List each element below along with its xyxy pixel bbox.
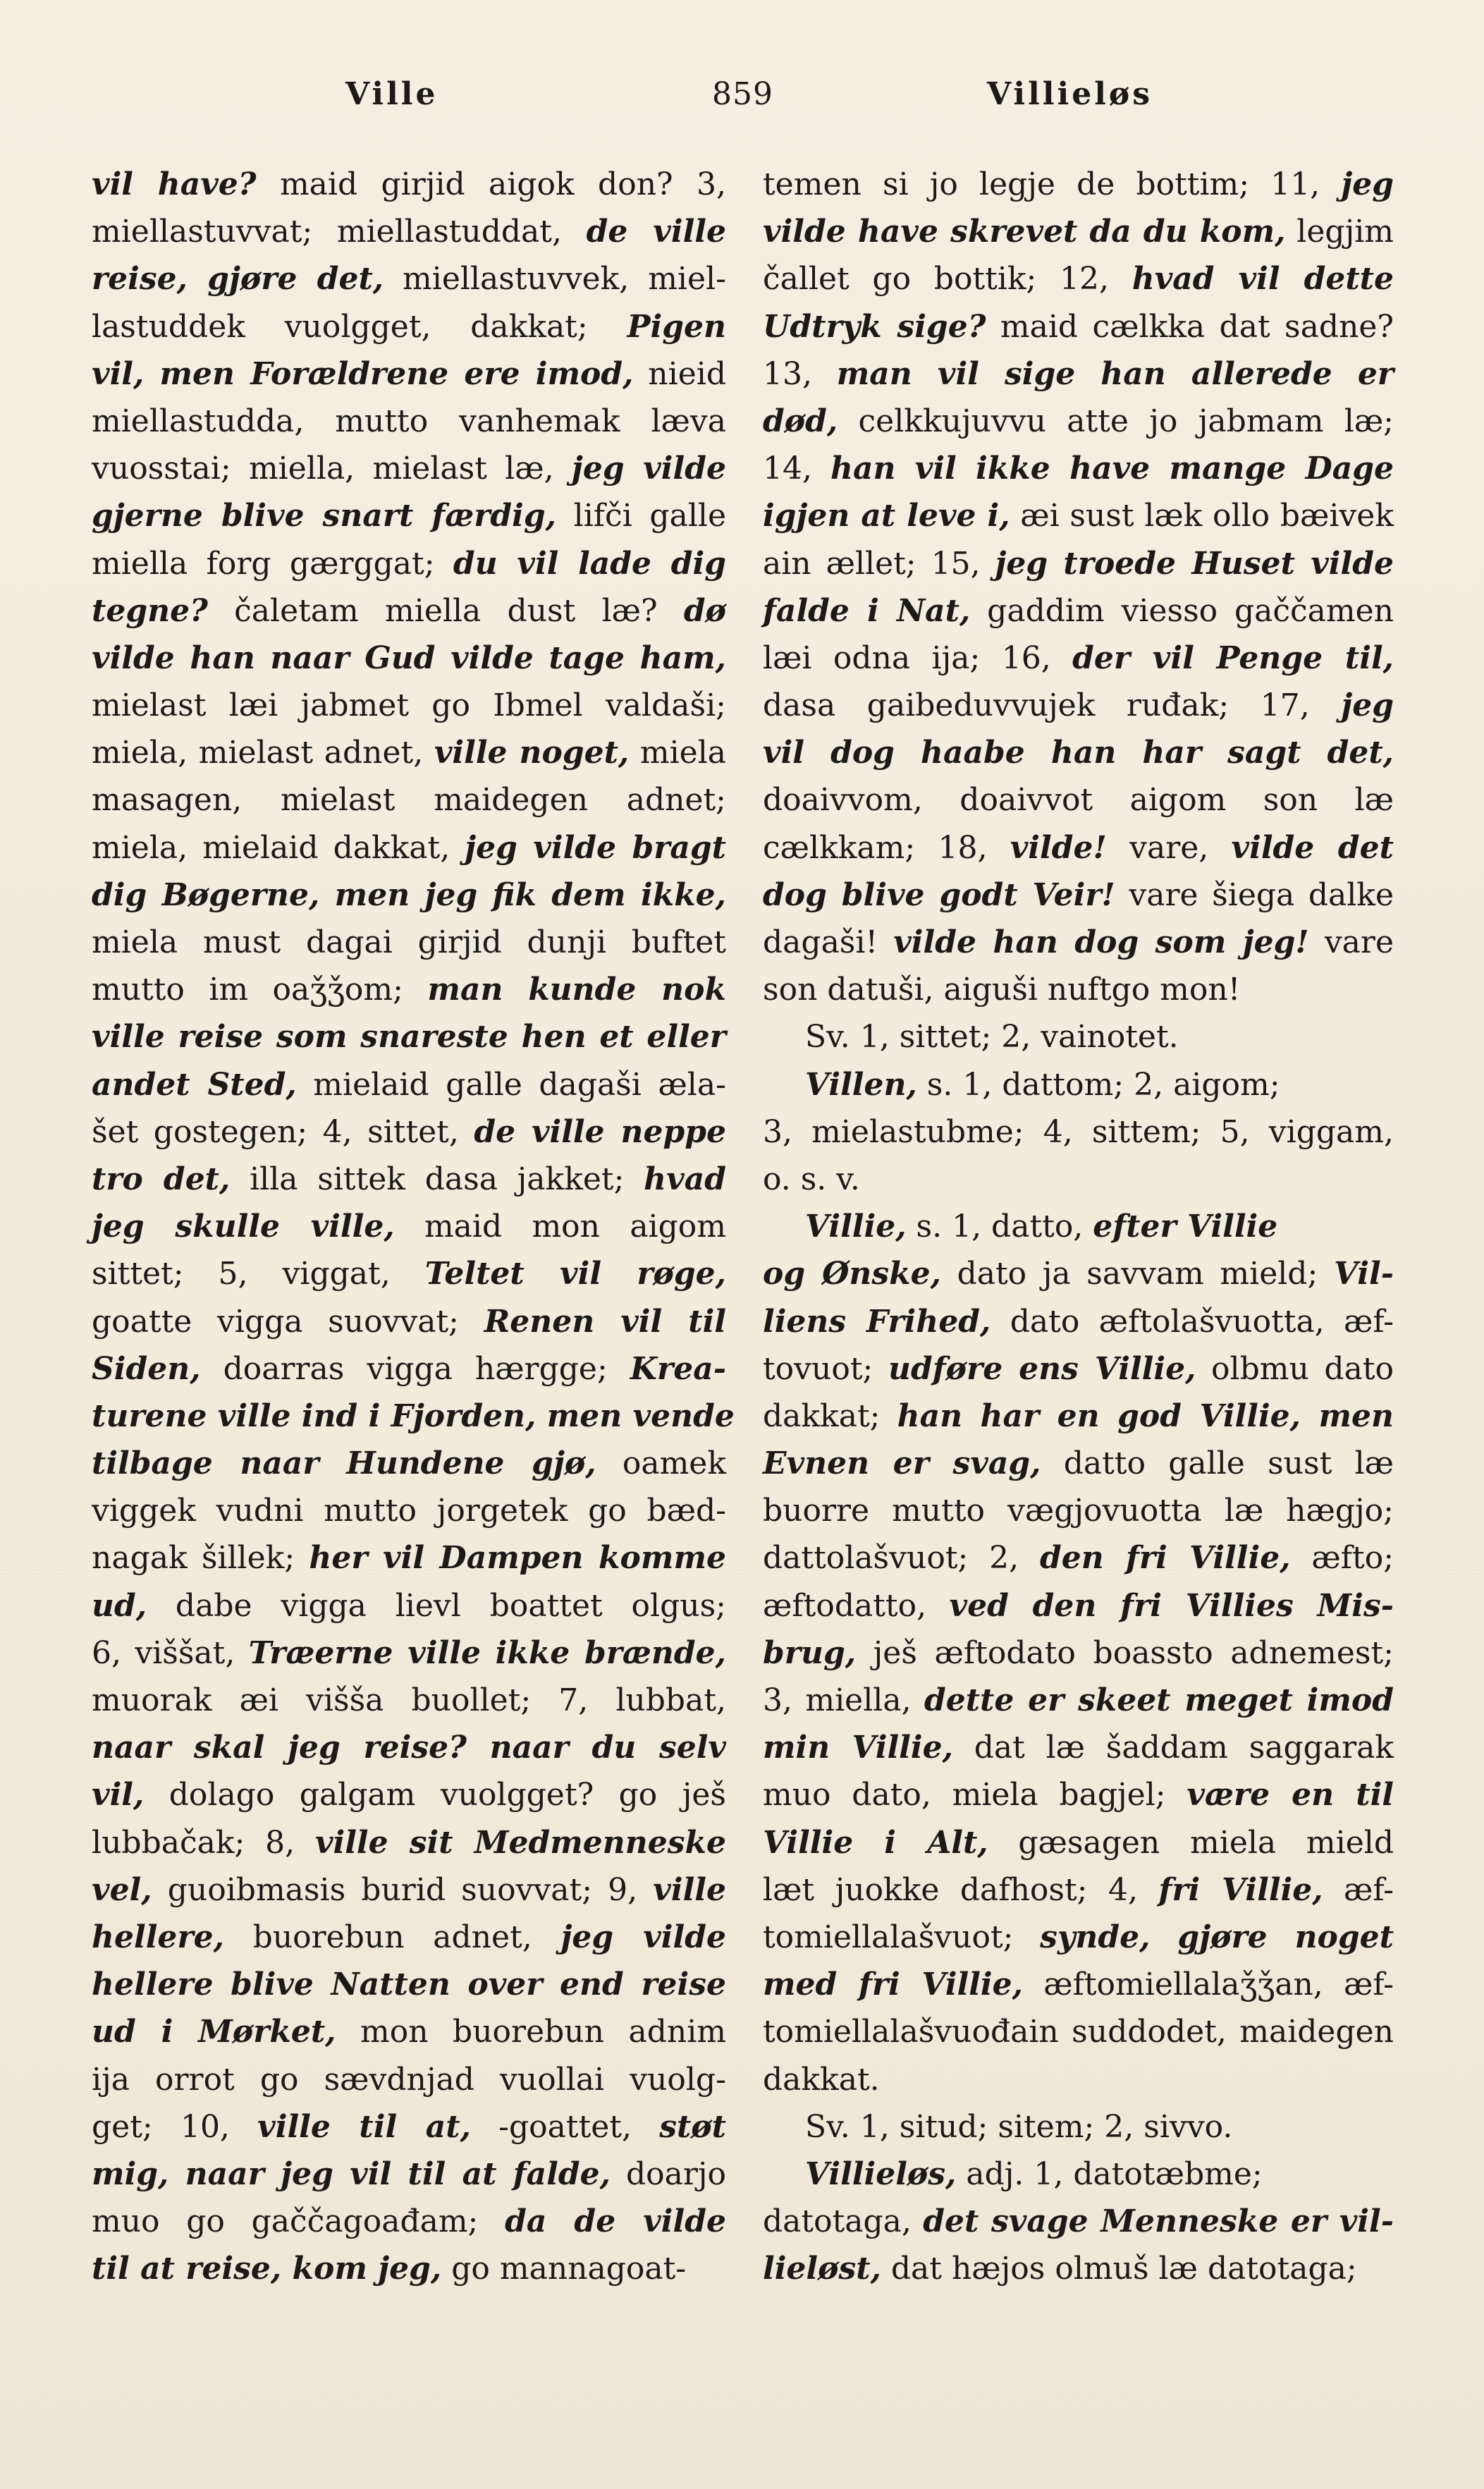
italic-phrase: Udtryk sige? xyxy=(763,308,986,345)
italic-phrase: han har en god Villie, men xyxy=(897,1398,1394,1434)
text-line xyxy=(763,919,1394,966)
text-run: nieid xyxy=(633,355,726,392)
text-run: maid girjid aigok don? 3, xyxy=(256,166,727,202)
text-line xyxy=(763,1250,1394,1297)
italic-phrase: dette er skeet meget imod xyxy=(924,1682,1394,1718)
text-line xyxy=(92,492,726,539)
text-run: dakkat. xyxy=(763,2061,880,2098)
text-run: læt juokke dafhost; 4, xyxy=(763,1871,1159,1908)
text-line xyxy=(92,682,726,729)
running-header xyxy=(92,76,1403,118)
text-line xyxy=(92,255,726,302)
text-run: gæsagen miela mield xyxy=(988,1824,1394,1861)
text-run: doarras vigga hærgge; xyxy=(200,1350,630,1387)
italic-phrase: den fri Villie, xyxy=(1040,1540,1291,1577)
text-line xyxy=(763,2198,1394,2245)
italic-phrase: ved den fri Villies Mis- xyxy=(949,1587,1394,1624)
italic-phrase: dig Bøgerne, men jeg fik dem ikke, xyxy=(92,876,726,913)
text-run: dato ja savvam mield; xyxy=(940,1256,1334,1292)
text-line xyxy=(92,1393,735,1440)
text-line xyxy=(92,1771,726,1818)
text-line xyxy=(92,966,726,1013)
text-run: datotaga, xyxy=(763,2203,924,2240)
text-run: goatte vigga suovvat; xyxy=(92,1303,484,1340)
italic-phrase: Pigen xyxy=(627,308,726,345)
italic-phrase: dog blive godt Veir! xyxy=(763,876,1115,913)
text-line xyxy=(92,2151,726,2198)
italic-phrase: vil dog haabe han har sagt det, xyxy=(763,735,1394,771)
text-line xyxy=(92,1961,726,2008)
italic-phrase: med fri Villie, xyxy=(763,1967,1023,2003)
italic-phrase: da de vilde xyxy=(505,2203,726,2240)
text-line xyxy=(92,824,726,872)
text-line xyxy=(763,1724,1394,1771)
text-line xyxy=(92,919,726,966)
text-line xyxy=(92,1061,726,1108)
italic-phrase: han vil ikke have mange Dage xyxy=(830,451,1394,487)
italic-phrase: Evnen er svag, xyxy=(763,1445,1041,1482)
italic-phrase: Renen vil til xyxy=(484,1303,726,1340)
text-run: 14, xyxy=(763,451,830,487)
text-line xyxy=(92,1156,726,1203)
text-run: muo dato, miela bagjel; xyxy=(763,1777,1187,1814)
text-run: læi odna ija; 16, xyxy=(763,640,1073,676)
text-line xyxy=(763,682,1394,729)
text-run: doaivvom, doaivvot aigom son læ xyxy=(763,782,1394,819)
text-line xyxy=(763,587,1394,635)
left-text-column xyxy=(92,161,735,2292)
text-run: get; 10, xyxy=(92,2108,258,2145)
italic-phrase: turene ville ind i Fjorden, men vende xyxy=(92,1398,735,1434)
text-line xyxy=(92,303,726,350)
text-line xyxy=(763,1582,1394,1629)
text-run: čallet go bottik; 12, xyxy=(763,261,1132,298)
text-line xyxy=(763,1156,1394,1203)
italic-phrase: jeg troede Huset vilde xyxy=(995,545,1394,582)
text-line xyxy=(92,1013,726,1060)
italic-phrase: vilde han dog som jeg! xyxy=(893,924,1309,960)
text-run: s. 1, datto, xyxy=(906,1209,1093,1245)
text-run: oamek xyxy=(596,1445,726,1482)
text-run: čaletam miella dust læ? xyxy=(207,592,684,629)
text-line xyxy=(763,255,1394,302)
italic-phrase: man vil sige han allerede er xyxy=(836,355,1394,392)
text-run: dato æftolašvuotta, æf- xyxy=(991,1303,1394,1340)
text-line xyxy=(763,824,1394,872)
italic-phrase: andet Sted, xyxy=(92,1066,297,1103)
text-run: æf- xyxy=(1323,1871,1394,1908)
italic-phrase: jeg vilde bragt xyxy=(465,829,726,866)
italic-phrase: Krea- xyxy=(630,1350,726,1387)
text-line xyxy=(92,587,726,635)
text-run: miellastudda, mutto vanhemak læva xyxy=(92,403,726,439)
text-run: dat læ šaddam saggarak xyxy=(952,1730,1394,1766)
italic-phrase: jeg xyxy=(1341,687,1394,724)
text-run: miela, mielast adnet, xyxy=(92,735,434,771)
text-line xyxy=(92,1298,726,1345)
text-line xyxy=(763,1440,1394,1487)
text-line xyxy=(92,1724,726,1771)
italic-phrase: Villie, xyxy=(805,1209,907,1245)
page-number: 859 xyxy=(712,76,773,112)
text-run: vare, xyxy=(1106,829,1232,866)
italic-phrase: vilde have skrevet da du kom, xyxy=(763,214,1286,250)
text-run: æftodatto, xyxy=(763,1587,950,1624)
text-run: maid mon aigom xyxy=(394,1209,726,1245)
text-run: Sv. 1, situd; sitem; 2, sivvo. xyxy=(805,2108,1233,2145)
text-line xyxy=(763,1771,1394,1818)
text-run: tomiellalašvuot; xyxy=(763,1919,1041,1955)
italic-phrase: vel, xyxy=(92,1871,152,1908)
text-run: 6, viššat, xyxy=(92,1634,249,1671)
italic-phrase: ville til at, xyxy=(257,2108,471,2145)
text-line xyxy=(763,1298,1394,1345)
text-run: dasa gaibeduvvujek ruđak; 17, xyxy=(763,687,1342,724)
italic-phrase: støt xyxy=(659,2108,726,2145)
text-line xyxy=(763,1961,1394,2008)
italic-phrase: ud, xyxy=(92,1587,147,1624)
text-line xyxy=(763,872,1394,919)
italic-phrase: tro det, xyxy=(92,1161,231,1197)
text-run: æfto; xyxy=(1290,1540,1394,1577)
text-run: sittet; 5, viggat, xyxy=(92,1256,425,1292)
text-run: dagaši! xyxy=(763,924,894,960)
italic-phrase: det svage Menneske er vil- xyxy=(923,2203,1394,2240)
text-run: go mannagoat- xyxy=(441,2251,687,2287)
italic-phrase: synde, gjøre noget xyxy=(1040,1919,1394,1955)
italic-phrase: vil, men Forældrene ere imod, xyxy=(92,355,634,392)
italic-phrase: ud i Mørket, xyxy=(92,2014,336,2050)
text-line xyxy=(92,776,726,824)
italic-phrase: jeg skulle ville, xyxy=(92,1209,395,1245)
text-run: 3, miella, xyxy=(763,1682,924,1718)
text-run: dattolašvuot; 2, xyxy=(763,1540,1041,1577)
text-run: temen si jo legje de bottim; 11, xyxy=(763,166,1342,202)
italic-phrase: vil have? xyxy=(92,166,257,202)
text-line xyxy=(763,1013,1394,1060)
text-line xyxy=(763,635,1394,682)
text-run: dolago galgam vuolgget? go ješ xyxy=(144,1777,726,1814)
text-run: muo go gaččagoađam; xyxy=(92,2203,505,2240)
text-run: miellastuvvat; miellastuddat, xyxy=(92,214,587,250)
text-run: muorak æi višša buollet; 7, lubbat, xyxy=(92,1682,726,1718)
text-line xyxy=(763,1061,1394,1108)
italic-phrase: hellere blive Natten over end reise xyxy=(92,1967,726,2003)
italic-phrase: være en til xyxy=(1186,1777,1394,1814)
italic-phrase: efter Villie xyxy=(1093,1209,1278,1245)
text-run: mon buorebun adnim xyxy=(336,2014,726,2050)
italic-phrase: de ville neppe xyxy=(474,1113,726,1150)
text-line xyxy=(763,1487,1394,1534)
text-line xyxy=(92,2245,726,2292)
text-run: legjim xyxy=(1285,214,1394,250)
text-line xyxy=(92,1534,726,1582)
italic-phrase: falde i Nat, xyxy=(763,592,971,629)
text-line xyxy=(92,1629,726,1677)
text-run: nagak šillek; xyxy=(92,1540,309,1577)
italic-phrase: vilde han naar Gud vilde tage ham, xyxy=(92,640,726,676)
italic-phrase: de ville xyxy=(586,214,726,250)
text-line xyxy=(763,776,1394,824)
text-run: lastuddek vuolgget, dakkat; xyxy=(92,308,627,345)
italic-phrase: til at reise, kom jeg, xyxy=(92,2251,442,2287)
text-run: 3, mielastubme; 4, sittem; 5, viggam, xyxy=(763,1113,1394,1150)
text-line xyxy=(92,2103,726,2151)
text-run: -goattet, xyxy=(470,2108,660,2145)
text-run: son datuši, aiguši nuftgo mon! xyxy=(763,972,1241,1008)
italic-phrase: dø xyxy=(683,592,726,629)
text-run: Sv. 1, sittet; 2, vainotet. xyxy=(805,1019,1179,1056)
text-line xyxy=(763,398,1394,445)
text-line xyxy=(763,2151,1394,2198)
text-run: mutto im oaǯǯom; xyxy=(92,972,428,1008)
text-run: dakkat; xyxy=(763,1398,897,1434)
text-run: cælkkam; 18, xyxy=(763,829,1010,866)
italic-phrase: ville reise som snareste hen et eller xyxy=(92,1019,726,1056)
text-line xyxy=(92,1345,726,1393)
italic-phrase: der vil Penge til, xyxy=(1072,640,1394,676)
text-run: miela xyxy=(629,735,727,771)
italic-phrase: hvad vil dette xyxy=(1132,261,1394,298)
text-run: vuosstai; miella, mielast læ, xyxy=(92,451,572,487)
italic-phrase: Villen, xyxy=(805,1066,917,1103)
text-line xyxy=(763,2103,1394,2151)
text-run: buorre mutto vægjovuotta læ hægjo; xyxy=(763,1493,1394,1529)
text-run: æi sust læk ollo bæivek xyxy=(1010,498,1394,534)
text-line xyxy=(92,540,726,587)
text-run: lubbačak; 8, xyxy=(92,1824,315,1861)
text-line xyxy=(763,729,1394,776)
text-run: o. s. v. xyxy=(763,1161,860,1197)
text-line xyxy=(763,161,1394,208)
text-run: miela, mielaid dakkat, xyxy=(92,829,465,866)
italic-phrase: naar skal jeg reise? naar du selv xyxy=(92,1730,726,1766)
text-line xyxy=(763,2056,1394,2103)
text-run: ješ æftodato boassto adnemest; xyxy=(856,1634,1394,1671)
text-line xyxy=(92,2008,726,2055)
text-run: miela must dagai girjid dunji buftet xyxy=(92,924,726,960)
text-line xyxy=(763,966,1394,1013)
text-line xyxy=(92,729,726,776)
text-run: æftomiellalaǯǯan, æf- xyxy=(1022,1967,1394,2003)
italic-phrase: Vil- xyxy=(1333,1256,1394,1292)
text-line xyxy=(92,1108,726,1156)
italic-phrase: udføre ens Villie, xyxy=(888,1350,1196,1387)
text-run: tomiellalašvuođain suddodet, maidegen xyxy=(763,2014,1394,2050)
right-text-column xyxy=(763,161,1394,2292)
text-run: illa sittek dasa jakket; xyxy=(230,1161,644,1197)
text-line xyxy=(92,1914,726,1961)
text-line xyxy=(92,2056,726,2103)
italic-phrase: og Ønske, xyxy=(763,1256,941,1292)
italic-phrase: mig, naar jeg vil til at falde, xyxy=(92,2155,611,2192)
italic-phrase: reise, gjøre det, xyxy=(92,261,384,298)
text-line xyxy=(763,1914,1394,1961)
italic-phrase: vilde! xyxy=(1010,829,1107,866)
italic-phrase: hvad xyxy=(644,1161,726,1197)
text-line xyxy=(92,635,726,682)
text-run: viggek vudni mutto jorgetek go bæd- xyxy=(92,1493,726,1529)
text-line xyxy=(92,2198,726,2245)
text-line xyxy=(92,1866,726,1914)
italic-phrase: gjerne blive snart færdig, xyxy=(92,498,556,534)
italic-phrase: tilbage naar Hundene gjø, xyxy=(92,1445,596,1482)
text-run: maid cælkka dat sadne? xyxy=(986,308,1394,345)
italic-phrase: lieløst, xyxy=(763,2251,881,2287)
text-line xyxy=(763,2245,1394,2292)
text-line xyxy=(763,1534,1394,1582)
text-line xyxy=(92,350,726,398)
italic-phrase: Teltet vil røge, xyxy=(424,1256,726,1292)
text-line xyxy=(92,1440,726,1487)
text-line xyxy=(763,540,1394,587)
header-right-guideword: Villieløs xyxy=(987,76,1153,112)
text-run: guoibmasis burid suovvat; 9, xyxy=(152,1871,654,1908)
text-run: tovuot; xyxy=(763,1350,888,1387)
text-line xyxy=(92,398,726,445)
text-run: šet gostegen; 4, sittet, xyxy=(92,1113,474,1150)
text-run: miella forg gærggat; xyxy=(92,545,453,582)
text-run: mielaid galle dagaši æla- xyxy=(296,1066,726,1103)
italic-phrase: jeg vilde xyxy=(560,1919,726,1955)
text-run: ija orrot go sævdnjad vuollai vuolg- xyxy=(92,2061,726,2098)
text-run: gaddim viesso gaččamen xyxy=(970,592,1394,629)
text-line xyxy=(763,1819,1394,1866)
text-line xyxy=(92,1582,726,1629)
italic-phrase: min Villie, xyxy=(763,1730,953,1766)
text-line xyxy=(92,161,726,208)
text-run: mielast læi jabmet go Ibmel valdaši; xyxy=(92,687,726,724)
italic-phrase: her vil Dampen komme xyxy=(309,1540,726,1577)
text-line xyxy=(763,1203,1394,1250)
italic-phrase: ville xyxy=(653,1871,726,1908)
text-line xyxy=(92,1487,726,1534)
text-run: vare xyxy=(1308,924,1394,960)
italic-phrase: ville noget, xyxy=(434,735,630,771)
text-line xyxy=(763,492,1394,539)
text-line xyxy=(763,1629,1394,1677)
italic-phrase: man kunde nok xyxy=(427,972,726,1008)
text-line xyxy=(763,2008,1394,2055)
text-run: ain ællet; 15, xyxy=(763,545,995,582)
italic-phrase: jeg vilde xyxy=(571,451,726,487)
italic-phrase: jeg xyxy=(1341,166,1394,202)
text-run: vare šiega dalke xyxy=(1115,876,1394,913)
text-run: celkkujuvvu atte jo jabmam læ; xyxy=(838,403,1394,439)
italic-phrase: hellere, xyxy=(92,1919,224,1955)
italic-phrase: igjen at leve i, xyxy=(763,498,1010,534)
text-run: datto galle sust læ xyxy=(1041,1445,1394,1482)
text-run: masagen, mielast maidegen adnet; xyxy=(92,782,726,819)
text-line xyxy=(92,1819,726,1866)
text-line xyxy=(763,445,1394,492)
italic-phrase: tegne? xyxy=(92,592,208,629)
text-line xyxy=(763,208,1394,255)
italic-phrase: vil, xyxy=(92,1777,145,1814)
italic-phrase: død, xyxy=(763,403,838,439)
header-left-guideword: Ville xyxy=(345,76,439,112)
text-line xyxy=(92,445,726,492)
text-line xyxy=(92,1203,726,1250)
text-line xyxy=(92,1250,726,1297)
italic-phrase: liens Frihed, xyxy=(763,1303,991,1340)
text-run: olbmu dato xyxy=(1196,1350,1394,1387)
italic-phrase: ville sit Medmenneske xyxy=(314,1824,726,1861)
text-run: miellastuvvek, miel- xyxy=(384,261,726,298)
text-run: buorebun adnet, xyxy=(223,1919,561,1955)
text-line xyxy=(92,1677,726,1724)
italic-phrase: vilde det xyxy=(1231,829,1394,866)
italic-phrase: Træerne ville ikke brænde, xyxy=(248,1634,726,1671)
italic-phrase: fri Villie, xyxy=(1158,1871,1323,1908)
italic-phrase: Siden, xyxy=(92,1350,201,1387)
text-line xyxy=(92,872,726,919)
italic-phrase: Villie i Alt, xyxy=(763,1824,988,1861)
text-line xyxy=(763,303,1394,350)
text-run: adj. 1, datotæbme; xyxy=(956,2155,1263,2192)
italic-phrase: brug, xyxy=(763,1634,857,1671)
text-line xyxy=(763,350,1394,398)
text-run: dabe vigga lievl boattet olgus; xyxy=(147,1587,726,1624)
text-line xyxy=(763,1866,1394,1914)
text-line xyxy=(763,1108,1394,1156)
text-run: dat hæjos olmuš læ datotaga; xyxy=(881,2251,1357,2287)
text-line xyxy=(763,1677,1394,1724)
text-run: 13, xyxy=(763,355,837,392)
text-run: doarjo xyxy=(610,2155,726,2192)
italic-phrase: du vil lade dig xyxy=(453,545,726,582)
italic-phrase: Villieløs, xyxy=(805,2155,957,2192)
text-run: s. 1, dattom; 2, aigom; xyxy=(916,1066,1280,1103)
text-line xyxy=(763,1345,1394,1393)
text-run: lifči galle xyxy=(556,498,727,534)
text-line xyxy=(763,1393,1394,1440)
text-line xyxy=(92,208,726,255)
